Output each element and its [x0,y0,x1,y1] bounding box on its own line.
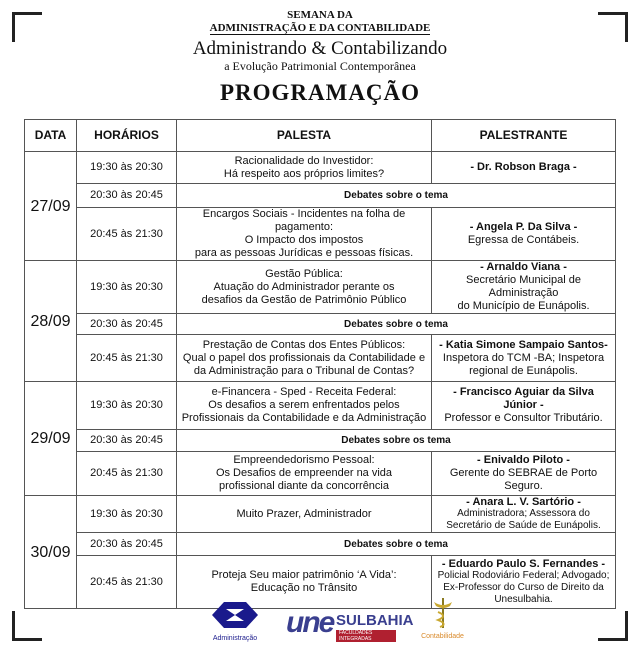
speaker-name: - Anara L. V. Sartório - [466,496,581,508]
time-cell: 19:30 às 20:30 [77,152,177,184]
speaker-info: Policial Rodoviário Federal; Advogado; [437,570,610,581]
table-row [25,533,616,556]
event-name-text: ADMINISTRAÇÃO E DA CONTABILIDADE [209,22,431,34]
talk-cell [177,208,432,261]
time-cell: 20:45 às 21:30 [77,335,177,382]
table-row [25,184,616,208]
date-cell: 28/09 [25,261,77,382]
col-header-speaker: PALESTRANTE [432,120,616,152]
date-cell: 30/09 [25,496,77,609]
une-text: une [286,606,334,639]
speaker-cell [432,152,616,184]
speaker-name: - Dr. Robson Braga - [470,161,577,173]
time-cell: 20:30 às 20:45 [77,533,177,556]
contabilidade-logo-text: Contabilidade [421,633,464,640]
speaker-info: Administradora; Assessora do [457,508,590,519]
talk-line: Empreendedorismo Pessoal: [233,454,375,466]
speaker-cell [432,382,616,430]
speaker-name: - Katia Simone Sampaio Santos- [439,338,608,351]
caduceus-icon [432,598,454,628]
date-cell: 29/09 [25,382,77,496]
speaker-info: Ex-Professor do Curso de Direito da [443,582,604,593]
col-header-talk: PALESTA [177,120,432,152]
time-cell: 19:30 às 20:30 [77,382,177,430]
talk-line: Há respeito aos próprios limites? [223,167,385,180]
talk-line: Os Desafios de empreender na vida [215,467,393,479]
time-cell: 20:30 às 20:45 [77,430,177,452]
speaker-info: Professor e Consultor Tributário. [444,412,603,424]
time-cell: 20:45 às 21:30 [77,556,177,609]
speaker-info: Secretário de Saúde de Eunápolis. [446,520,601,531]
talk-line: Muito Prazer, Administrador [236,507,372,520]
talk-line: Encargos Sociais - Incidentes na folha de pagamento: [202,208,406,233]
speaker-info: Seguro. [504,480,543,492]
talk-cell [177,452,432,496]
table-row [25,382,616,430]
schedule-table [24,119,616,609]
debate-cell: Debates sobre o tema [177,184,616,208]
talk-line: desafios da Gestão de Patrimônio Público [201,293,407,306]
talk-line: Proteja Seu maior patrimônio ‘A Vida’: [211,569,397,581]
talk-cell [177,152,432,184]
talk-line: Educação no Trânsito [250,582,358,594]
event-name [0,22,640,35]
speaker-info: regional de Eunápolis. [469,364,578,377]
debate-cell: Debates sobre os tema [177,430,616,452]
administracao-logo-icon [210,600,260,630]
talk-line: para as pessoas Jurídicas e pessoas físicas. [194,247,414,259]
col-header-date: DATA [25,120,77,152]
col-header-times: HORÁRIOS [77,120,177,152]
talk-line: Prestação de Contas dos Entes Públicos: [202,338,406,351]
faculdades-text: FACULDADES INTEGRADAS [336,630,396,642]
unesulbahia-logo [286,606,414,642]
talk-cell [177,335,432,382]
page-title: PROGRAMAÇÃO [219,80,421,105]
speaker-name: - Arnaldo Viana - [480,261,567,273]
speaker-cell [432,261,616,314]
talk-line: Profissionais da Contabilidade e da Administração [181,412,427,424]
table-row [25,496,616,533]
time-cell: 19:30 às 20:30 [77,496,177,533]
speaker-cell [432,208,616,261]
sulbahia-text: SULBAHIA [336,612,414,629]
debate-cell: Debates sobre o tema [177,533,616,556]
speaker-name: - Angela P. Da Silva - [469,221,578,233]
table-row [25,314,616,335]
talk-cell [177,261,432,314]
contabilidade-logo [420,598,465,640]
event-label: SEMANA DA [287,9,353,21]
debate-cell: Debates sobre o tema [177,314,616,335]
talk-line: da Administração para o Tribunal de Contas? [193,364,415,377]
event-subtitle: a Evolução Patrimonial Contemporânea [224,59,416,73]
talk-line: Atuação do Administrador perante os [213,280,395,293]
talk-line: O Impacto dos impostos [244,234,364,246]
sponsor-logos [0,600,640,650]
table-row [25,208,616,261]
talk-line: e-Financera - Sped - Receita Federal: [211,386,397,398]
event-title: Administrando & Contabilizando [192,38,448,59]
time-cell: 19:30 às 20:30 [77,261,177,314]
speaker-info: Egressa de Contábeis. [467,234,580,246]
speaker-name: - Francisco Aguiar da Silva Júnior - [453,386,594,411]
speaker-cell [432,452,616,496]
administracao-logo [210,600,260,642]
talk-cell [177,496,432,533]
table-row [25,452,616,496]
talk-line: Racionalidade do Investidor: [234,154,374,167]
table-row [25,152,616,184]
speaker-info: Gerente do SEBRAE de Porto [449,467,598,479]
administracao-logo-text: Administração [212,635,258,642]
talk-line: Gestão Pública: [265,267,343,280]
speaker-info: Unesulbahia. [494,594,553,605]
talk-line: Os desafios a serem enfrentados pelos [208,399,400,411]
table-row [25,261,616,314]
talk-cell [177,382,432,430]
speaker-cell [432,335,616,382]
time-cell: 20:45 às 21:30 [77,452,177,496]
table-row [25,335,616,382]
time-cell: 20:30 às 20:45 [77,184,177,208]
speaker-info: do Município de Eunápolis. [457,300,590,312]
speaker-info: Inspetora do TCM -BA; Inspetora [442,351,605,364]
table-row [25,430,616,452]
talk-line: Qual o papel dos profissionais da Contabilidade e [182,351,426,364]
talk-line: profissional diante da concorrência [219,480,389,492]
speaker-info: Secretário Municipal de Administração [466,274,581,299]
speaker-name: - Eduardo Paulo S. Fernandes - [441,558,606,570]
speaker-cell [432,496,616,533]
time-cell: 20:30 às 20:45 [77,314,177,335]
date-cell: 27/09 [25,152,77,261]
time-cell: 20:45 às 21:30 [77,208,177,261]
speaker-name: - Enivaldo Piloto - [477,454,570,466]
